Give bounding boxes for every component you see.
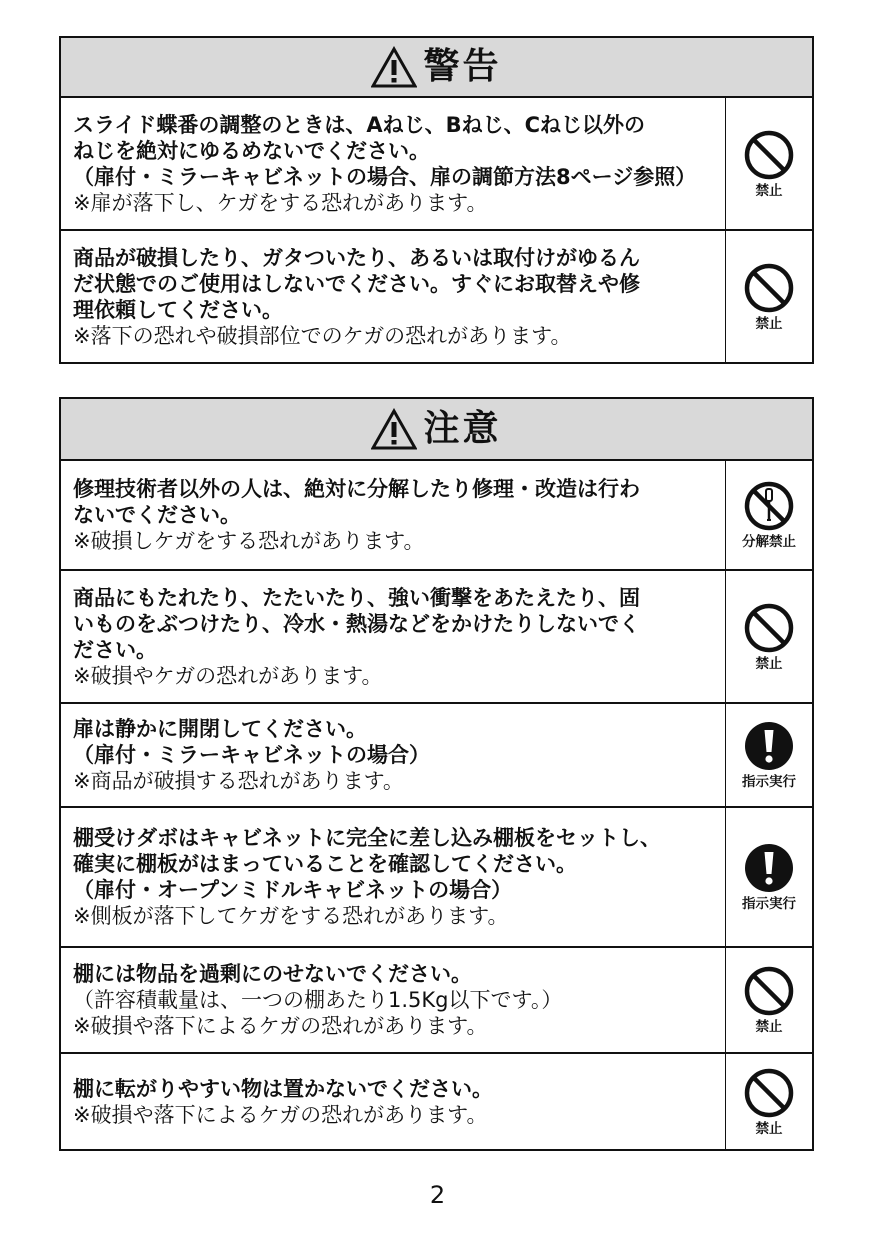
symbol-label: 禁止 — [755, 655, 783, 672]
instruction-line: 棚受けダボはキャビネットに完全に差し込み棚板をセットし、 — [73, 826, 661, 850]
symbol-cell — [725, 808, 812, 946]
symbol-label: 禁止 — [755, 1019, 783, 1035]
caution-item-text — [61, 461, 725, 569]
instruction-line: ねじを絶対にゆるめないでください。 — [73, 138, 430, 163]
symbol-cell — [725, 461, 812, 569]
instruction-line: 扉は静かに開閉してください。 — [73, 717, 367, 741]
symbol-label: 指示実行 — [742, 774, 796, 790]
instruction-line: だ状態でのご使用はしないでください。すぐにお取替えや修 — [73, 271, 640, 296]
prohibition-icon — [743, 1067, 795, 1119]
caution-item — [61, 948, 812, 1054]
warning-item — [61, 231, 812, 362]
symbol-label: 分解禁止 — [742, 534, 796, 550]
caution-item — [61, 1054, 812, 1149]
risk-note: ※破損や落下によるケガの恐れがあります。 — [73, 1014, 488, 1038]
instruction-line: 修理技術者以外の人は、絶対に分解したり修理・改造は行わ — [73, 477, 640, 501]
prohibition-icon — [743, 262, 795, 314]
risk-note: ※落下の恐れや破損部位でのケガの恐れがあります。 — [73, 323, 572, 348]
symbol-label: 禁止 — [755, 182, 783, 199]
caution-item-text — [61, 808, 725, 946]
caution-item — [61, 571, 812, 704]
warning-item-text — [61, 231, 725, 362]
instruction-line: （扉付・オープンミドルキャビネットの場合） — [73, 878, 513, 902]
risk-note: （許容積載量は、一つの棚あたり1.5Kg以下です。） — [73, 988, 563, 1012]
instruction-line: スライド蝶番の調整のときは、Aねじ、Bねじ、Cねじ以外の — [73, 112, 646, 137]
mandatory-action-icon — [743, 842, 795, 894]
caution-section — [59, 397, 814, 1151]
symbol-cell — [725, 948, 812, 1052]
no-disassembly-icon — [743, 480, 795, 532]
risk-note: ※破損やケガの恐れがあります。 — [73, 663, 383, 688]
symbol-cell — [725, 571, 812, 702]
prohibition-icon — [743, 965, 795, 1017]
caution-item-text — [61, 1054, 725, 1149]
symbol-cell — [725, 98, 812, 229]
warning-title: 警告 — [423, 46, 502, 87]
warning-header — [61, 38, 812, 98]
caution-header — [61, 399, 812, 461]
instruction-line: 棚には物品を過剰にのせないでください。 — [73, 962, 472, 986]
symbol-label: 禁止 — [755, 315, 783, 332]
symbol-cell — [725, 1054, 812, 1149]
instruction-line: （扉付・ミラーキャビネットの場合） — [73, 743, 430, 767]
instruction-line: いものをぶつけたり、冷水・熱湯などをかけたりしないでく — [73, 611, 640, 636]
risk-note: ※側板が落下してケガをする恐れがあります。 — [73, 904, 509, 928]
warning-triangle-icon — [371, 46, 417, 88]
caution-title: 注意 — [423, 408, 502, 449]
warning-item — [61, 98, 812, 231]
caution-item-text — [61, 948, 725, 1052]
symbol-cell — [725, 704, 812, 806]
risk-note: ※破損や落下によるケガの恐れがあります。 — [73, 1102, 488, 1127]
instruction-line: 商品が破損したり、ガタついたり、あるいは取付けがゆるん — [73, 245, 640, 270]
page-number: 2 — [429, 1181, 446, 1209]
caution-item — [61, 461, 812, 571]
warning-section — [59, 36, 814, 364]
symbol-label: 禁止 — [755, 1120, 783, 1137]
instruction-line: （扉付・ミラーキャビネットの場合、扉の調節方法8ページ参照） — [73, 164, 697, 189]
prohibition-icon — [743, 602, 795, 654]
instruction-line: 棚に転がりやすい物は置かないでください。 — [73, 1076, 493, 1101]
risk-note: ※扉が落下し、ケガをする恐れがあります。 — [73, 190, 488, 215]
mandatory-action-icon — [743, 720, 795, 772]
instruction-line: 理依頼してください。 — [73, 297, 283, 322]
warning-item-text — [61, 98, 725, 229]
caution-item — [61, 704, 812, 808]
prohibition-icon — [743, 129, 795, 181]
caution-item-text — [61, 571, 725, 702]
caution-item — [61, 808, 812, 948]
risk-note: ※商品が破損する恐れがあります。 — [73, 769, 404, 793]
risk-note: ※破損しケガをする恐れがあります。 — [73, 529, 425, 553]
instruction-line: 確実に棚板がはまっていることを確認してください。 — [73, 852, 577, 876]
warning-triangle-icon — [371, 408, 417, 450]
symbol-cell — [725, 231, 812, 362]
symbol-label: 指示実行 — [742, 896, 796, 912]
instruction-line: ないでください。 — [73, 503, 241, 527]
caution-item-text — [61, 704, 725, 806]
instruction-line: 商品にもたれたり、たたいたり、強い衝撃をあたえたり、固 — [73, 585, 640, 610]
instruction-line: ださい。 — [73, 637, 157, 662]
